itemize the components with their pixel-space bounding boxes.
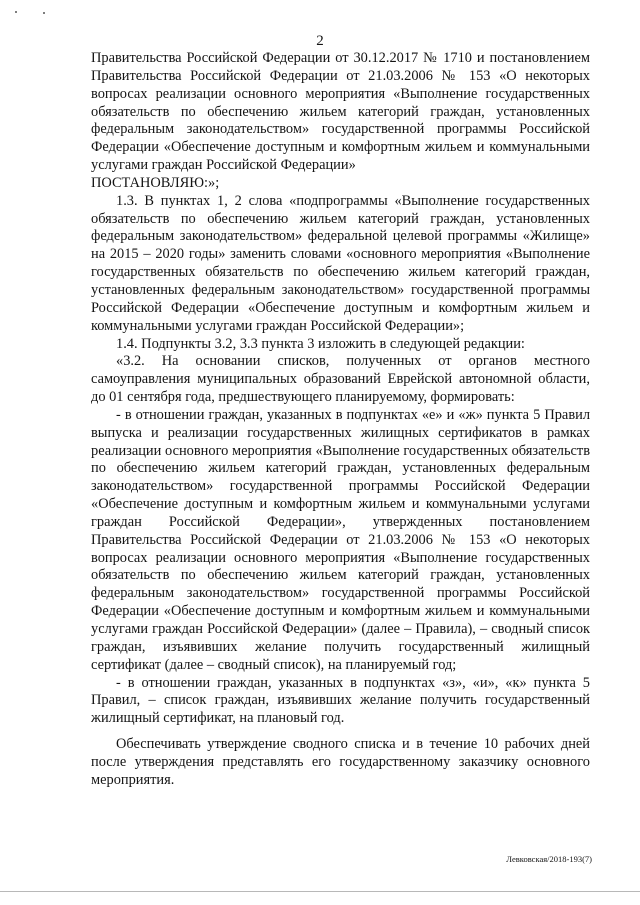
paragraph-list-item-1: - в отношении граждан, указанных в подпунктах «е» и «ж» пункта 5 Правил выпуска и реализации государственных жилищных сертификатов в рамках реализации основного мероприятия «Выполнение государственных обязательств по обеспечению жильем категорий граждан, установленных федеральным законодательством» государственной программы Российской Федерации «Обеспечение доступным и комфортным жильем и коммунальными услугами граждан Российской Федерации», утвержденных постановлением Правительства Российской Федерации от 21.03.2006 № 153 «О некоторых вопросах реализации основного мероприятия «Выполнение государственных обязательств по обеспечению жильем категорий граждан, установленных федеральным законодательством» государственной программы Российской Федерации «Обеспечение доступным и комфортным жильем и коммунальными услугами граждан Российской Федерации» (далее – Правила), – сводный список граждан, изъявивших желание получить государственный жилищный сертификат (далее – сводный список), на планируемый год; xyxy=(91,406,590,673)
scan-bottom-edge xyxy=(0,891,640,892)
paragraph-1-3: 1.3. В пунктах 1, 2 слова «подпрограммы «Выполнение государственных обязательств по обеспечению жильем категорий граждан, установленных федеральным законодательством» федеральной целевой программы «Жилище» на 2015 – 2020 годы» заменить словами «основного мероприятия «Выполнение государственных обязательств по обеспечению жильем категорий граждан, установленных федеральным законодательством» государственной программы Российской Федерации «Обеспечение доступным и комфортным жильем и коммунальными услугами граждан Российской Федерации»; xyxy=(91,192,590,334)
paragraph-closing: Обеспечивать утверждение сводного списка и в течение 10 рабочих дней после утверждения представлять его государственному заказчику основного мероприятия. xyxy=(91,736,590,788)
paragraph-postanovlyayu: ПОСТАНОВЛЯЮ:»; xyxy=(91,174,220,191)
scan-speck xyxy=(43,12,45,14)
paragraph-list-item-2: - в отношении граждан, указанных в подпунктах «з», «и», «к» пункта 5 Правил, – список граждан, изъявивших желание получить государственный жилищный сертификат, на плановый год. xyxy=(91,674,590,727)
scan-speck xyxy=(15,11,17,13)
page-number: 2 xyxy=(316,33,324,49)
paragraph-1-4: 1.4. Подпункты 3.2, 3.3 пункта 3 изложить в следующей редакции: xyxy=(116,335,525,352)
paragraph-3-2: «3.2. На основании списков, полученных от органов местного самоуправления муниципальных образований Еврейской автономной области, до 01 сентября года, предшествующего планируемому, формировать: xyxy=(91,353,590,406)
paragraph-intro: Правительства Российской Федерации от 30.12.2017 № 1710 и постановлением Правительства Российской Федерации от 21.03.2006 № 153 «О некоторых вопросах реализации основного мероприятия «Выполнение государственных обязательств по обеспечению жильем категорий граждан, установленных федеральным законодательством» государственной программы Российской Федерации «Обеспечение доступным и комфортным жильем и коммунальными услугами граждан Российской Федерации» xyxy=(91,50,590,174)
footer-code: Левковская/2018-193(7) xyxy=(506,854,592,864)
document-body xyxy=(91,50,590,790)
